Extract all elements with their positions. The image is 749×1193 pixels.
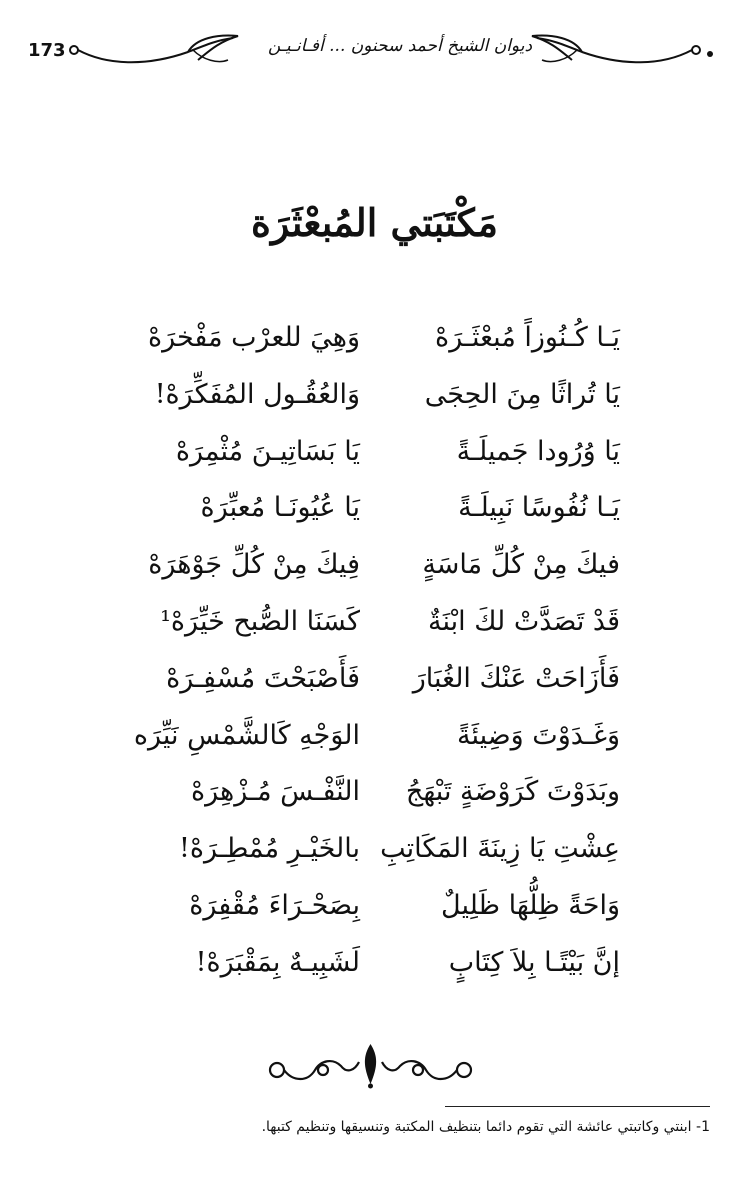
footnote: 1- ابنتي وكاتبتي عائشة التي تقوم دائما بتنظيف المكتبة وتنسيقها وتنظيم كتبها. (261, 1119, 710, 1135)
verse-line (130, 318, 620, 375)
verse-line (130, 943, 620, 1000)
verse-first-hemistich: وَاحَةً ظِلُّهَا ظَلِيلٌ (441, 889, 620, 921)
verse-second-hemistich: لَشَبِيـهٌ بِمَقْبَرَهْ! (195, 946, 360, 978)
verse-first-hemistich: قَدْ تَصَدَّتْ لكَ ابْنَةٌ (428, 605, 620, 637)
verse-line (130, 772, 620, 829)
right-flourish-ornament (530, 30, 720, 70)
verse-second-hemistich: كَسَنَا الصُّبح خَيِّرَهْ¹ (160, 605, 360, 637)
verse-second-hemistich: فِيكَ مِنْ كُلِّ جَوْهَرَهْ (148, 549, 360, 581)
verse-second-hemistich: فَأَصْبَحْتَ مُسْفِـرَهْ (166, 662, 360, 694)
verse-line (130, 375, 620, 432)
verse-second-hemistich: وَالعُقُـول المُفَكِّرَهْ! (154, 378, 360, 410)
verse-line (130, 488, 620, 545)
closing-ornament (263, 1040, 478, 1090)
running-head: ديوان الشيخ أحمد سحنون ... أفـانـيـن (267, 36, 533, 56)
verse-second-hemistich: يَا عُيُونَـا مُعبِّرَهْ (200, 492, 360, 524)
verse-line (130, 432, 620, 489)
verse-line (130, 886, 620, 943)
verse-second-hemistich: وَهِيَ للعرْب مَفْخرَهْ (147, 322, 360, 353)
page-header (0, 22, 749, 82)
left-flourish-ornament (68, 30, 244, 70)
verse-first-hemistich: يَا تُراثًا مِنَ الحِجَى (424, 378, 620, 410)
verse-line (130, 545, 620, 602)
verse-line (130, 659, 620, 716)
verse-first-hemistich: يَـا نُفُوسًا نَبِيلَـةً (458, 492, 620, 524)
page-number: 173 (28, 40, 66, 61)
verse-line (130, 716, 620, 773)
verse-second-hemistich: بالخَيْـرِ مُمْطِـرَهْ! (179, 833, 360, 865)
verse-first-hemistich: إنَّ بَيْتًـا بِلاَ كِتَابٍ (448, 946, 620, 978)
footnote-divider (445, 1106, 710, 1107)
verse-first-hemistich: وَغَـدَوْتَ وَضِيئَةً (456, 719, 620, 751)
verse-first-hemistich: فيكَ مِنْ كُلِّ مَاسَةٍ (422, 549, 620, 581)
verse-first-hemistich: فَأَزَاحَتْ عَنْكَ الغُبَارَ (412, 662, 620, 694)
verse-first-hemistich: عِشْتِ يَا زِينَةَ المَكَاتِبِ (380, 833, 620, 865)
verse-line (130, 602, 620, 659)
verse-second-hemistich: بِصَحْـرَاءَ مُقْفِرَهْ (189, 889, 360, 921)
poem-body (130, 318, 620, 1000)
verse-second-hemistich: النَّفْـسَ مُـزْهِرَهْ (190, 776, 360, 808)
verse-first-hemistich: يَـا كُـنُوزاً مُبعْثَـرَهْ (435, 322, 620, 353)
verse-first-hemistich: يَا وُرُودا جَميلَـةً (456, 435, 620, 467)
verse-second-hemistich: الوَجْهِ كَالشَّمْسِ نَيِّرَه (133, 719, 360, 751)
verse-line (130, 829, 620, 886)
verse-second-hemistich: يَا بَسَاتِيـنَ مُثْمِرَهْ (175, 435, 360, 467)
poem-title: مَكْتَبَتي المُبعْثَرَة (251, 200, 498, 245)
verse-first-hemistich: وبَدَوْتَ كَرَوْضَةٍ تَبْهَجُ (405, 776, 620, 808)
